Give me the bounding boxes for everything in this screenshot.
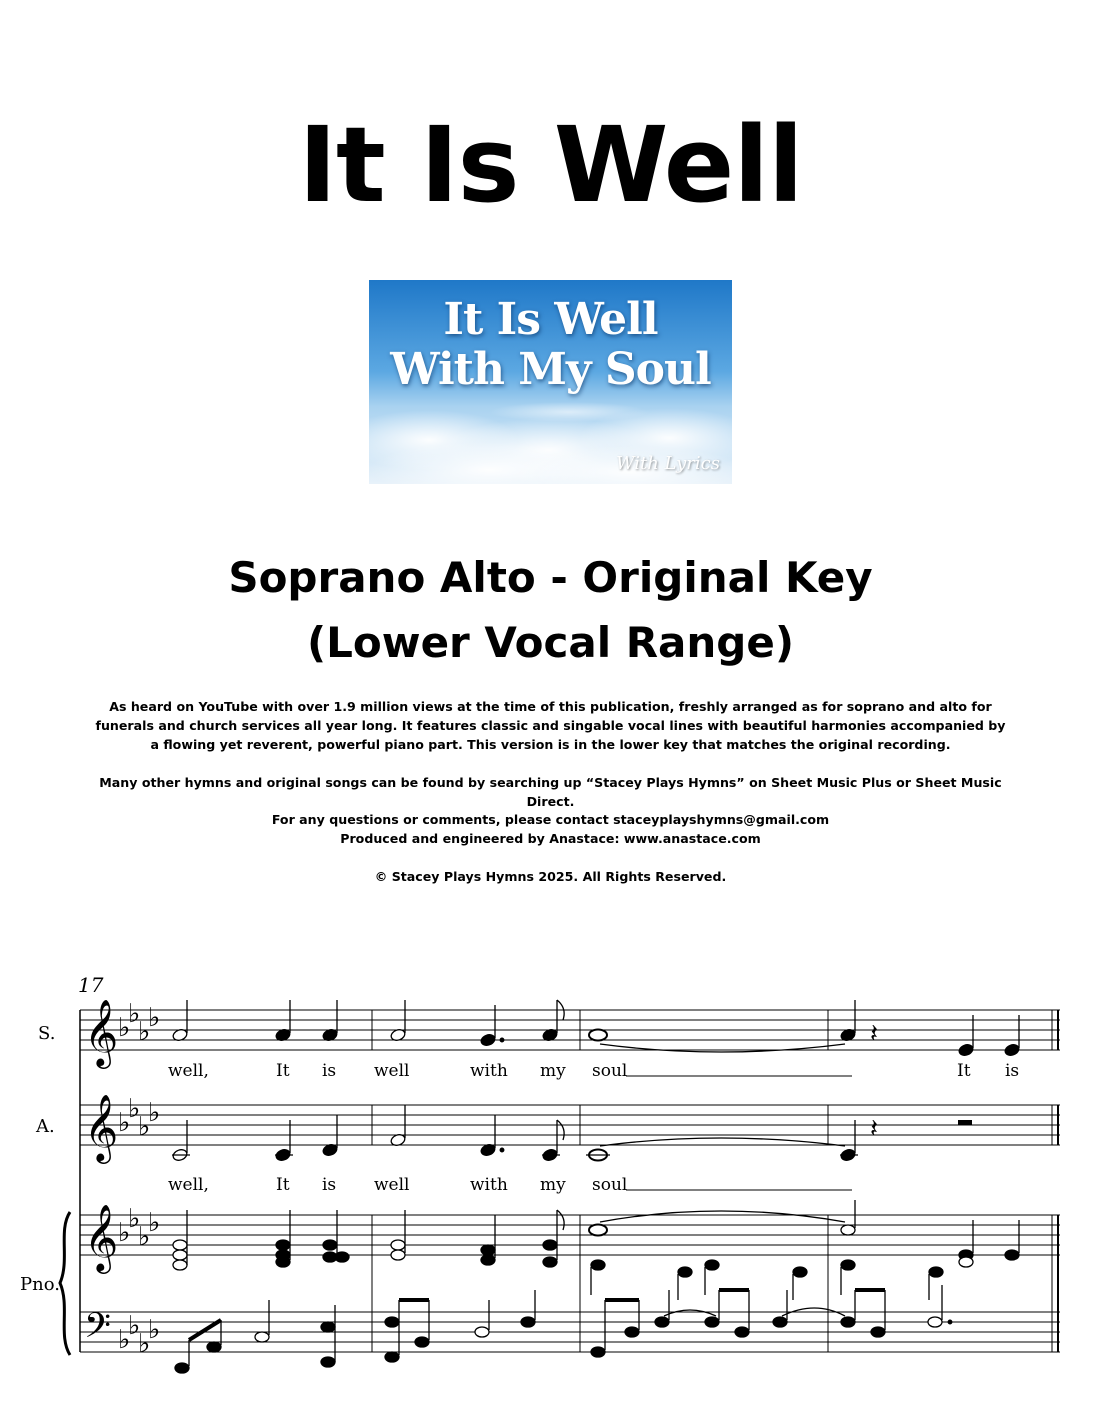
treble-clef-icon: 𝄞: [84, 1203, 119, 1271]
svg-text:♭: ♭: [118, 1013, 131, 1043]
alto-lyrics: [168, 1175, 852, 1195]
svg-text:well,: well,: [168, 1061, 209, 1081]
svg-text:♭: ♭: [148, 1208, 161, 1238]
svg-text:well: well: [374, 1175, 410, 1195]
staff-label-piano: Pno.: [20, 1274, 60, 1295]
staff-label-alto: A.: [36, 1116, 55, 1137]
svg-text:is: is: [322, 1061, 337, 1081]
svg-text:♭: ♭: [118, 1325, 131, 1355]
svg-text:my: my: [540, 1175, 566, 1195]
half-rest-icon: [958, 1120, 972, 1125]
svg-text:♭: ♭: [148, 1003, 161, 1033]
svg-text:♭: ♭: [148, 1098, 161, 1128]
svg-text:is: is: [1005, 1061, 1020, 1081]
svg-text:my: my: [540, 1061, 566, 1081]
svg-text:It: It: [276, 1061, 290, 1081]
svg-text:soul: soul: [592, 1175, 628, 1195]
svg-text:well,: well,: [168, 1175, 209, 1195]
copyright-line: © Stacey Plays Hymns 2025. All Rights Reserved.: [374, 869, 727, 884]
search-note: Many other hymns and original songs can be found by searching up “Stacey Plays Hymns” on Sheet Music Plus or Sheet Music Direct.: [99, 775, 1002, 809]
subtitle-line1: Soprano Alto - Original Key: [228, 553, 873, 602]
svg-text:well: well: [374, 1061, 410, 1081]
piano-bass-notes: [175, 1285, 952, 1373]
svg-text:♭: ♭: [148, 1315, 161, 1345]
subtitle-line2: (Lower Vocal Range): [306, 618, 795, 667]
svg-text:♭: ♭: [128, 1311, 141, 1341]
quarter-rest-icon: 𝄽: [870, 1114, 878, 1144]
svg-text:♭: ♭: [118, 1108, 131, 1138]
alto-staff: [80, 1105, 1060, 1145]
soprano-lyrics: [168, 1061, 1019, 1081]
contact-line: For any questions or comments, please contact staceyplayshymns@gmail.com: [271, 812, 830, 827]
quarter-rest-icon: 𝄽: [870, 1019, 878, 1049]
treble-clef-icon: 𝄞: [84, 1093, 119, 1161]
page-title: It Is Well: [298, 104, 803, 226]
cover-title-line1: It Is Well: [443, 294, 658, 345]
treble-clef-icon: 𝄞: [84, 998, 119, 1066]
svg-text:It: It: [276, 1175, 290, 1195]
description-paragraph: As heard on YouTube with over 1.9 million views at the time of this publication, freshly arranged as for soprano and alto for funerals and church services all year long. It features classic and singable vocal lines with beautiful harmonies accompanied by a flowing yet reverent, powerful piano part. This version is in the lower key that matches the original recording.: [95, 699, 1006, 752]
music-score: [0, 960, 1101, 1425]
svg-text:♭: ♭: [128, 1204, 141, 1234]
svg-text:♭: ♭: [138, 1112, 151, 1142]
piano-brace: [60, 1212, 70, 1355]
staff-label-soprano: S.: [38, 1023, 56, 1044]
svg-text:It: It: [957, 1061, 971, 1081]
svg-text:♭: ♭: [128, 1094, 141, 1124]
svg-text:soul: soul: [592, 1061, 628, 1081]
piano-bass-staff: [80, 1312, 1060, 1352]
svg-text:♭: ♭: [138, 1222, 151, 1252]
svg-text:is: is: [322, 1175, 337, 1195]
svg-text:♭: ♭: [138, 1017, 151, 1047]
alto-notes: [172, 1105, 858, 1162]
key-signature-flats: [118, 999, 160, 1359]
cover-caption: With Lyrics: [616, 453, 720, 474]
svg-text:♭: ♭: [128, 999, 141, 1029]
cover-image: [369, 280, 732, 484]
svg-text:♭: ♭: [138, 1329, 151, 1359]
piano-treble-staff: [80, 1215, 1060, 1255]
bass-clef-icon: 𝄢: [84, 1305, 112, 1354]
soprano-notes: [172, 1000, 1021, 1057]
produced-line: Produced and engineered by Anastace: www.anastace.com: [340, 831, 761, 846]
svg-text:with: with: [470, 1175, 508, 1195]
soprano-staff: [80, 1010, 1060, 1050]
cover-title-line2: With My Soul: [390, 344, 711, 395]
svg-text:♭: ♭: [118, 1218, 131, 1248]
svg-text:with: with: [470, 1061, 508, 1081]
measure-number: 17: [78, 973, 104, 997]
